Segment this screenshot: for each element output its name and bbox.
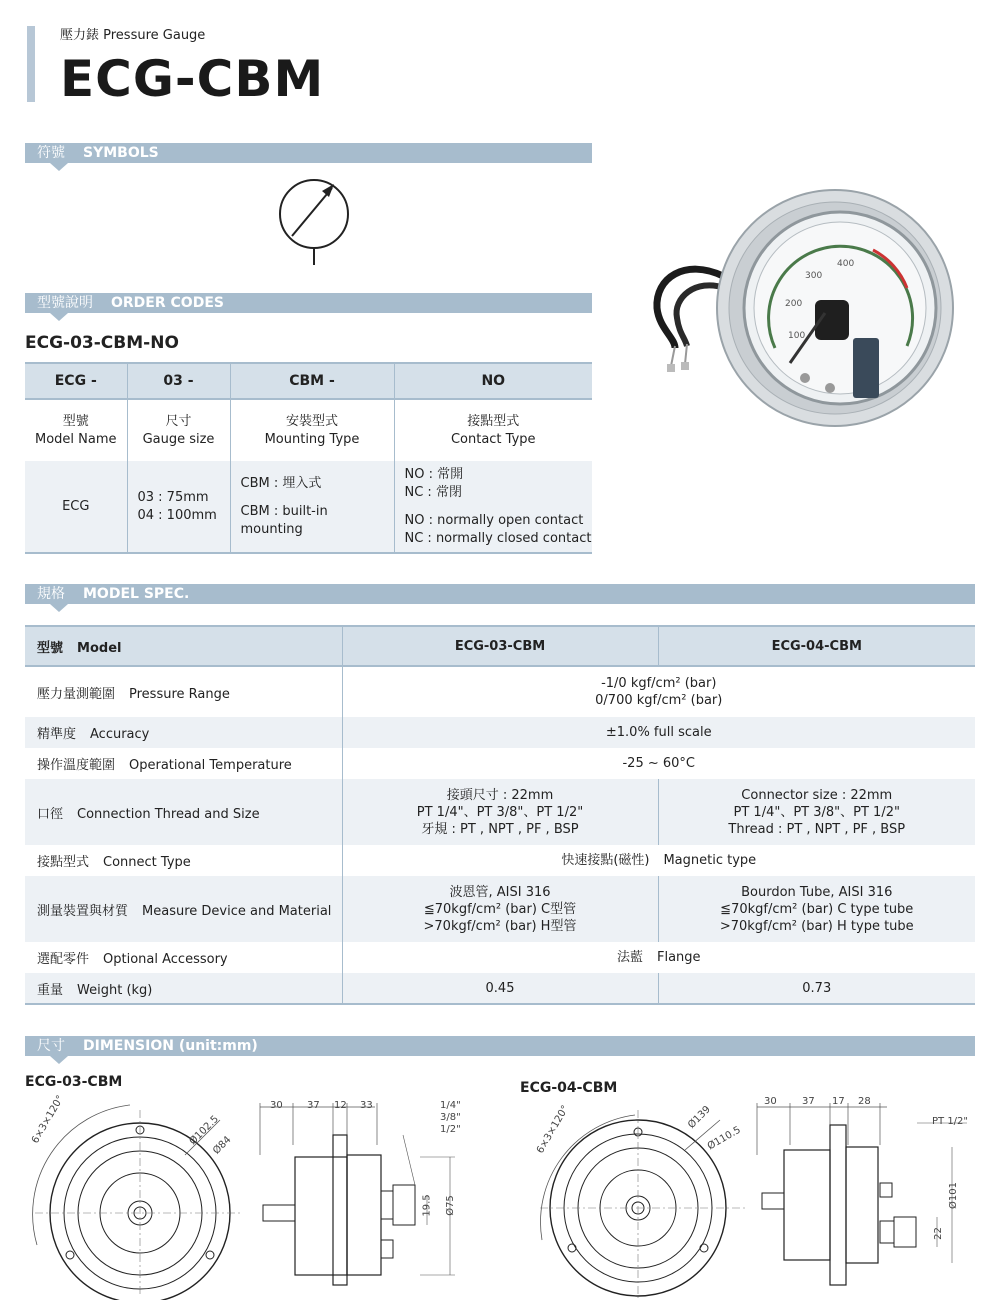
spec-row-label: 精準度 Accuracy: [25, 717, 342, 748]
pressure-gauge-symbol-icon: [272, 176, 358, 268]
spec-value: 0.45: [342, 973, 658, 1004]
dim-bolt-03: Ø84: [211, 1134, 234, 1157]
dim-37: 37: [802, 1096, 815, 1107]
dim-outer-03: Ø102.5: [187, 1113, 222, 1148]
scale-label: 100: [788, 331, 806, 341]
section-model-spec: 規格 MODEL SPEC.: [25, 584, 975, 604]
section-pointer: [50, 313, 68, 321]
spec-value: 波恩管, AISI 316 ≦70kgf/cm² (bar) C型管 >70kgf/cm² (bar) H型管: [342, 876, 658, 942]
dimension-title-04: ECG-04-CBM: [520, 1080, 618, 1096]
dim-pt-thread: PT 1/2": [932, 1116, 969, 1127]
dim-30: 30: [764, 1096, 777, 1107]
order-code-name-cell: 接點型式 Contact Type: [394, 399, 592, 461]
spec-header-col: ECG-03-CBM: [342, 626, 658, 666]
dim-thread-1: 1/4": [440, 1100, 461, 1111]
spec-value: ±1.0% full scale: [342, 717, 975, 748]
page-title: ECG-CBM: [60, 50, 325, 108]
spec-value: 快速接點(磁性) Magnetic type: [342, 845, 975, 876]
scale-label: 300: [805, 271, 823, 281]
category-label: 壓力錶 Pressure Gauge: [60, 28, 206, 43]
order-code-header: ECG -: [25, 363, 127, 399]
spec-value: 接頭尺寸 : 22mm PT 1/4"、PT 3/8"、PT 1/2" 牙規 : PT , NPT , PF , BSP: [342, 779, 658, 845]
spec-row-label: 接點型式 Connect Type: [25, 845, 342, 876]
dim-12: 12: [334, 1100, 347, 1111]
section-pointer: [50, 1056, 68, 1064]
scale-label: 400: [837, 259, 855, 269]
dim-75: Ø75: [444, 1195, 456, 1216]
dim-thread-3: 1/2": [440, 1124, 461, 1135]
spec-row-label: 選配零件 Optional Accessory: [25, 942, 342, 973]
dim-30: 30: [270, 1100, 283, 1111]
dim-holes-04: 6×3×120°: [535, 1103, 572, 1156]
header-accent-bar: [27, 26, 35, 102]
dim-17: 17: [832, 1096, 845, 1107]
spec-row-label: 口徑 Connection Thread and Size: [25, 779, 342, 845]
dim-19-5: 19.5: [421, 1194, 433, 1217]
section-pointer: [50, 163, 68, 171]
spec-value: -1/0 kgf/cm² (bar) 0/700 kgf/cm² (bar): [342, 666, 975, 717]
dim-33: 33: [360, 1100, 373, 1111]
dimension-title-03: ECG-03-CBM: [25, 1074, 123, 1090]
order-code-value-cell: NO : 常開 NC : 常閉 NO : normally open contact NC : normally closed contact: [394, 461, 592, 553]
dim-bolt-04: Ø110.5: [705, 1124, 743, 1153]
section-symbols: 符號 SYMBOLS: [25, 143, 592, 163]
spec-header-label: 型號 Model: [25, 626, 342, 666]
dim-outer-04: Ø139: [686, 1104, 713, 1131]
order-code-name-cell: 型號 Model Name: [25, 399, 127, 461]
order-code-header: CBM -: [230, 363, 394, 399]
dim-holes-03: 6×3×120°: [30, 1093, 67, 1146]
order-code-value-cell: 03 : 75mm 04 : 100mm: [127, 461, 230, 553]
spec-row-label: 操作溫度範圍 Operational Temperature: [25, 748, 342, 779]
spec-value: -25 ~ 60°C: [342, 748, 975, 779]
scale-label: 200: [785, 299, 803, 309]
section-pointer: [50, 604, 68, 612]
order-code-value-cell: ECG: [25, 461, 127, 553]
spec-table: [25, 625, 975, 1005]
spec-value: Bourdon Tube, AISI 316 ≦70kgf/cm² (bar) C type tube >70kgf/cm² (bar) H type tube: [658, 876, 975, 942]
order-code-name-cell: 安裝型式 Mounting Type: [230, 399, 394, 461]
spec-row-label: 壓力量測範圍 Pressure Range: [25, 666, 342, 717]
dim-28: 28: [858, 1096, 871, 1107]
dimension-drawing-03-side: [255, 1095, 470, 1300]
spec-value: Connector size : 22mm PT 1/4"、PT 3/8"、PT 1/2" Thread : PT , NPT , PF , BSP: [658, 779, 975, 845]
section-dimension: 尺寸 DIMENSION (unit:mm): [25, 1036, 975, 1056]
product-photo: [645, 188, 955, 448]
section-order-codes: 型號說明 ORDER CODES: [25, 293, 592, 313]
dim-22: 22: [932, 1227, 944, 1240]
dim-thread-2: 3/8": [440, 1112, 461, 1123]
order-code-value-cell: CBM : 埋入式 CBM : built-in mounting: [230, 461, 394, 553]
order-code-table: [25, 362, 592, 554]
order-code-name-cell: 尺寸 Gauge size: [127, 399, 230, 461]
spec-value: 0.73: [658, 973, 975, 1004]
spec-row-label: 重量 Weight (kg): [25, 973, 342, 1004]
order-code-header: 03 -: [127, 363, 230, 399]
spec-row-label: 測量裝置與材質 Measure Device and Material: [25, 876, 342, 942]
dim-37: 37: [307, 1100, 320, 1111]
dim-101: Ø101: [947, 1182, 959, 1209]
spec-value: 法藍 Flange: [342, 942, 975, 973]
order-code-header: NO: [394, 363, 592, 399]
spec-header-col: ECG-04-CBM: [658, 626, 975, 666]
order-code-example: ECG-03-CBM-NO: [25, 333, 179, 353]
